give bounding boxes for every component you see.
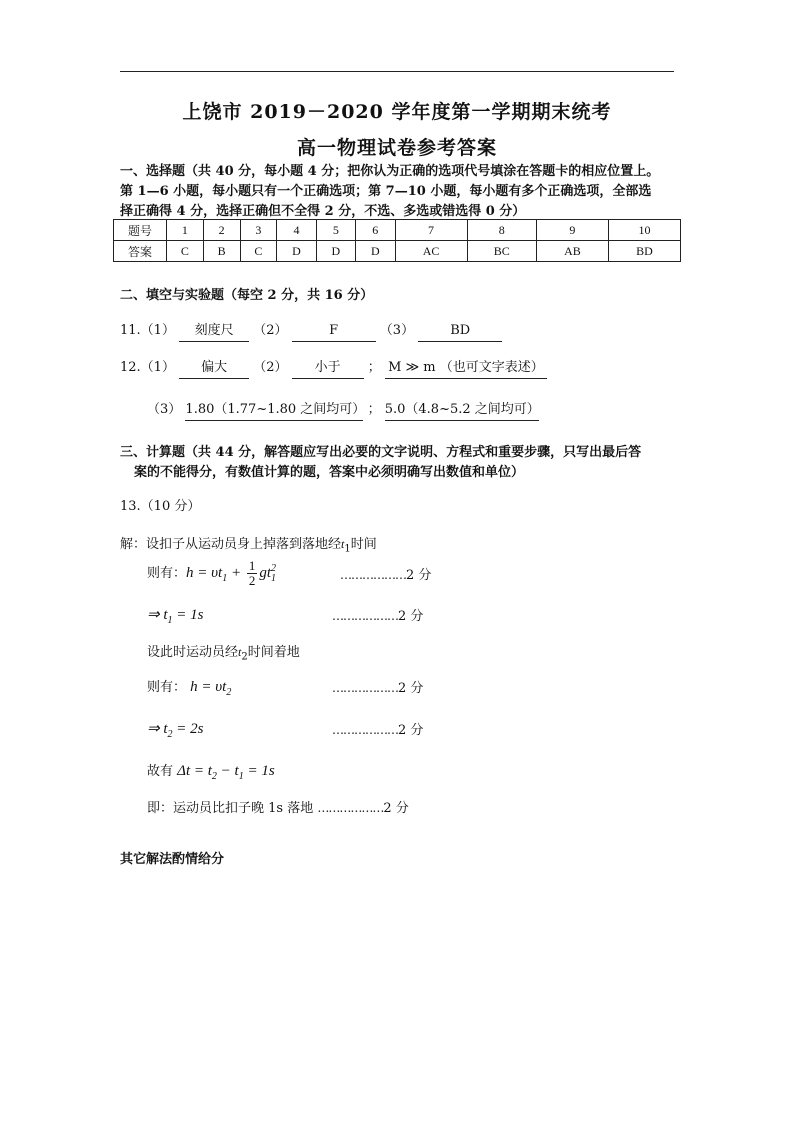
dots-leader: ……………… [340,568,406,582]
q12-separator-2: ； [367,402,381,417]
table-cell: AC [395,241,467,262]
table-cell: 8 [467,220,536,241]
equation-1-row [147,556,276,592]
step-set-text: 设此时运动员经 [147,645,239,660]
page-title: 上饶市 2019－2020 学年度第一学期期末统考 [182,101,612,123]
q11-part-3: （3） [379,323,415,338]
q11-answer-2: F [292,321,376,342]
thus-label: 故有 [147,764,174,779]
section1-line3: 择正确得 4 分，选择正确但不全得 2 分，不选、多选或错选得 0 分） [120,204,526,219]
score-label: 2 分 [383,801,409,816]
score-label: 2 分 [398,723,424,738]
table-cell: D [356,241,395,262]
table-header-cell: 题号 [114,220,167,241]
table-cell: BC [467,241,536,262]
equation-1: $h = \upsilon t_1$ + $\frac{1}{2}$ $gt_1^2$ [186,558,276,589]
table-row-numbers [114,220,681,241]
q12-number: 12.（1） [120,360,175,375]
equation-3: $h = \upsilon t_2$ [190,679,232,698]
equation-5: $\Delta t = t_2 - t_1 = 1s$ [177,763,275,782]
table-cell: D [316,241,355,262]
then-label: 则有： [147,566,187,581]
table-cell: 6 [356,220,395,241]
q12-separator: ； [367,360,381,375]
dots-leader: ……………… [332,723,398,737]
equation-5-row [147,761,275,787]
score-label: 2 分 [398,609,424,624]
conclusion-text: 即：运动员比扣子晚 1s 落地 [147,801,314,816]
table-cell: 10 [608,220,680,241]
q12-part-2: （2） [253,360,288,375]
table-cell: B [203,241,240,262]
equation-4-row [147,719,203,745]
table-cell: 5 [316,220,355,241]
q12-part-3: （3） [147,402,182,417]
table-cell: 3 [240,220,277,241]
q12-answer-4: 1.80（1.77~1.80 之间均可） [185,400,363,421]
t1-subscript: 1 [344,543,351,555]
section3-heading [120,443,676,483]
table-cell: 2 [203,220,240,241]
solution-intro-end: 时间 [350,537,377,552]
top-rule [120,71,674,72]
section1-line2: 第 1—6 小题，每小题只有一个正确选项；第 7—10 小题，每小题有多个正确选项，全部选 [120,184,652,199]
table-cell: AB [536,241,608,262]
section3-line2: 案的不能得分，有数值计算的题，答案中必须明确写出数值和单位） [134,465,525,480]
dots-leader: ……………… [332,681,398,695]
then-label-2: 则有： [147,680,187,695]
question-12 [120,358,547,379]
dots-leader: ……………… [317,801,384,815]
q11-number: 11.（1） [120,323,175,338]
question-11 [120,321,502,342]
table-cell: 7 [395,220,467,241]
table-cell: 9 [536,220,608,241]
page-subtitle: 高一物理试卷参考答案 [296,137,497,159]
q12-answer-1: 偏大 [179,358,249,379]
t2-symbol: t [238,645,242,659]
q11-answer-1: 刻度尺 [179,321,249,342]
table-cell: C [167,241,204,262]
conclusion-row [147,798,409,819]
score-4 [332,720,423,741]
equation-3-row [147,677,231,703]
answer-table [113,219,681,262]
q11-answer-3: BD [418,321,502,342]
table-cell: 1 [167,220,204,241]
table-cell: D [277,241,316,262]
dots-leader: ……………… [332,609,398,623]
table-cell: BD [608,241,680,262]
equation-2-row [147,605,203,631]
table-cell: 4 [277,220,316,241]
section3-line1: 三、计算题（共 44 分，解答题应写出必要的文字说明、方程式和重要步骤，只写出最后答 [120,445,642,460]
score-3 [332,678,423,699]
section2-heading: 二、填空与实验题（每空 2 分，共 16 分） [120,288,374,303]
equation-4: ⇒ $t_2 = 2s$ [147,721,204,740]
section1-line1: 一、选择题（共 40 分，每小题 4 分；把你认为正确的选项代号填涂在答题卡的相应位置上。 [120,164,660,179]
solution-intro-text: 解：设扣子从运动员身上掉落到落地经 [120,537,342,552]
t2-subscript: 2 [241,651,248,663]
score-2 [332,606,423,627]
table-cell: C [240,241,277,262]
step-set-end: 时间着地 [247,645,300,660]
score-label: 2 分 [398,681,424,696]
q12-answer-2: 小于 [292,358,364,379]
table-row-answers [114,241,681,262]
score-1 [340,565,431,586]
q12-answer-3: M ≫ m （也可文字表述） [385,358,547,379]
q11-part-2: （2） [253,323,288,338]
score-label: 2 分 [406,568,432,583]
footer-note: 其它解法酌情给分 [120,852,225,867]
section1-heading [120,162,676,222]
q12-answer-5: 5.0（4.8~5.2 之间均可） [385,400,539,421]
question-13: 13.（10 分） [120,499,201,514]
step-set-t2 [147,642,300,668]
t1-symbol: t [341,537,345,551]
table-header-cell: 答案 [114,241,167,262]
question-12-part-3 [147,400,539,421]
equation-2: ⇒ $t_1 = 1s$ [147,607,204,626]
